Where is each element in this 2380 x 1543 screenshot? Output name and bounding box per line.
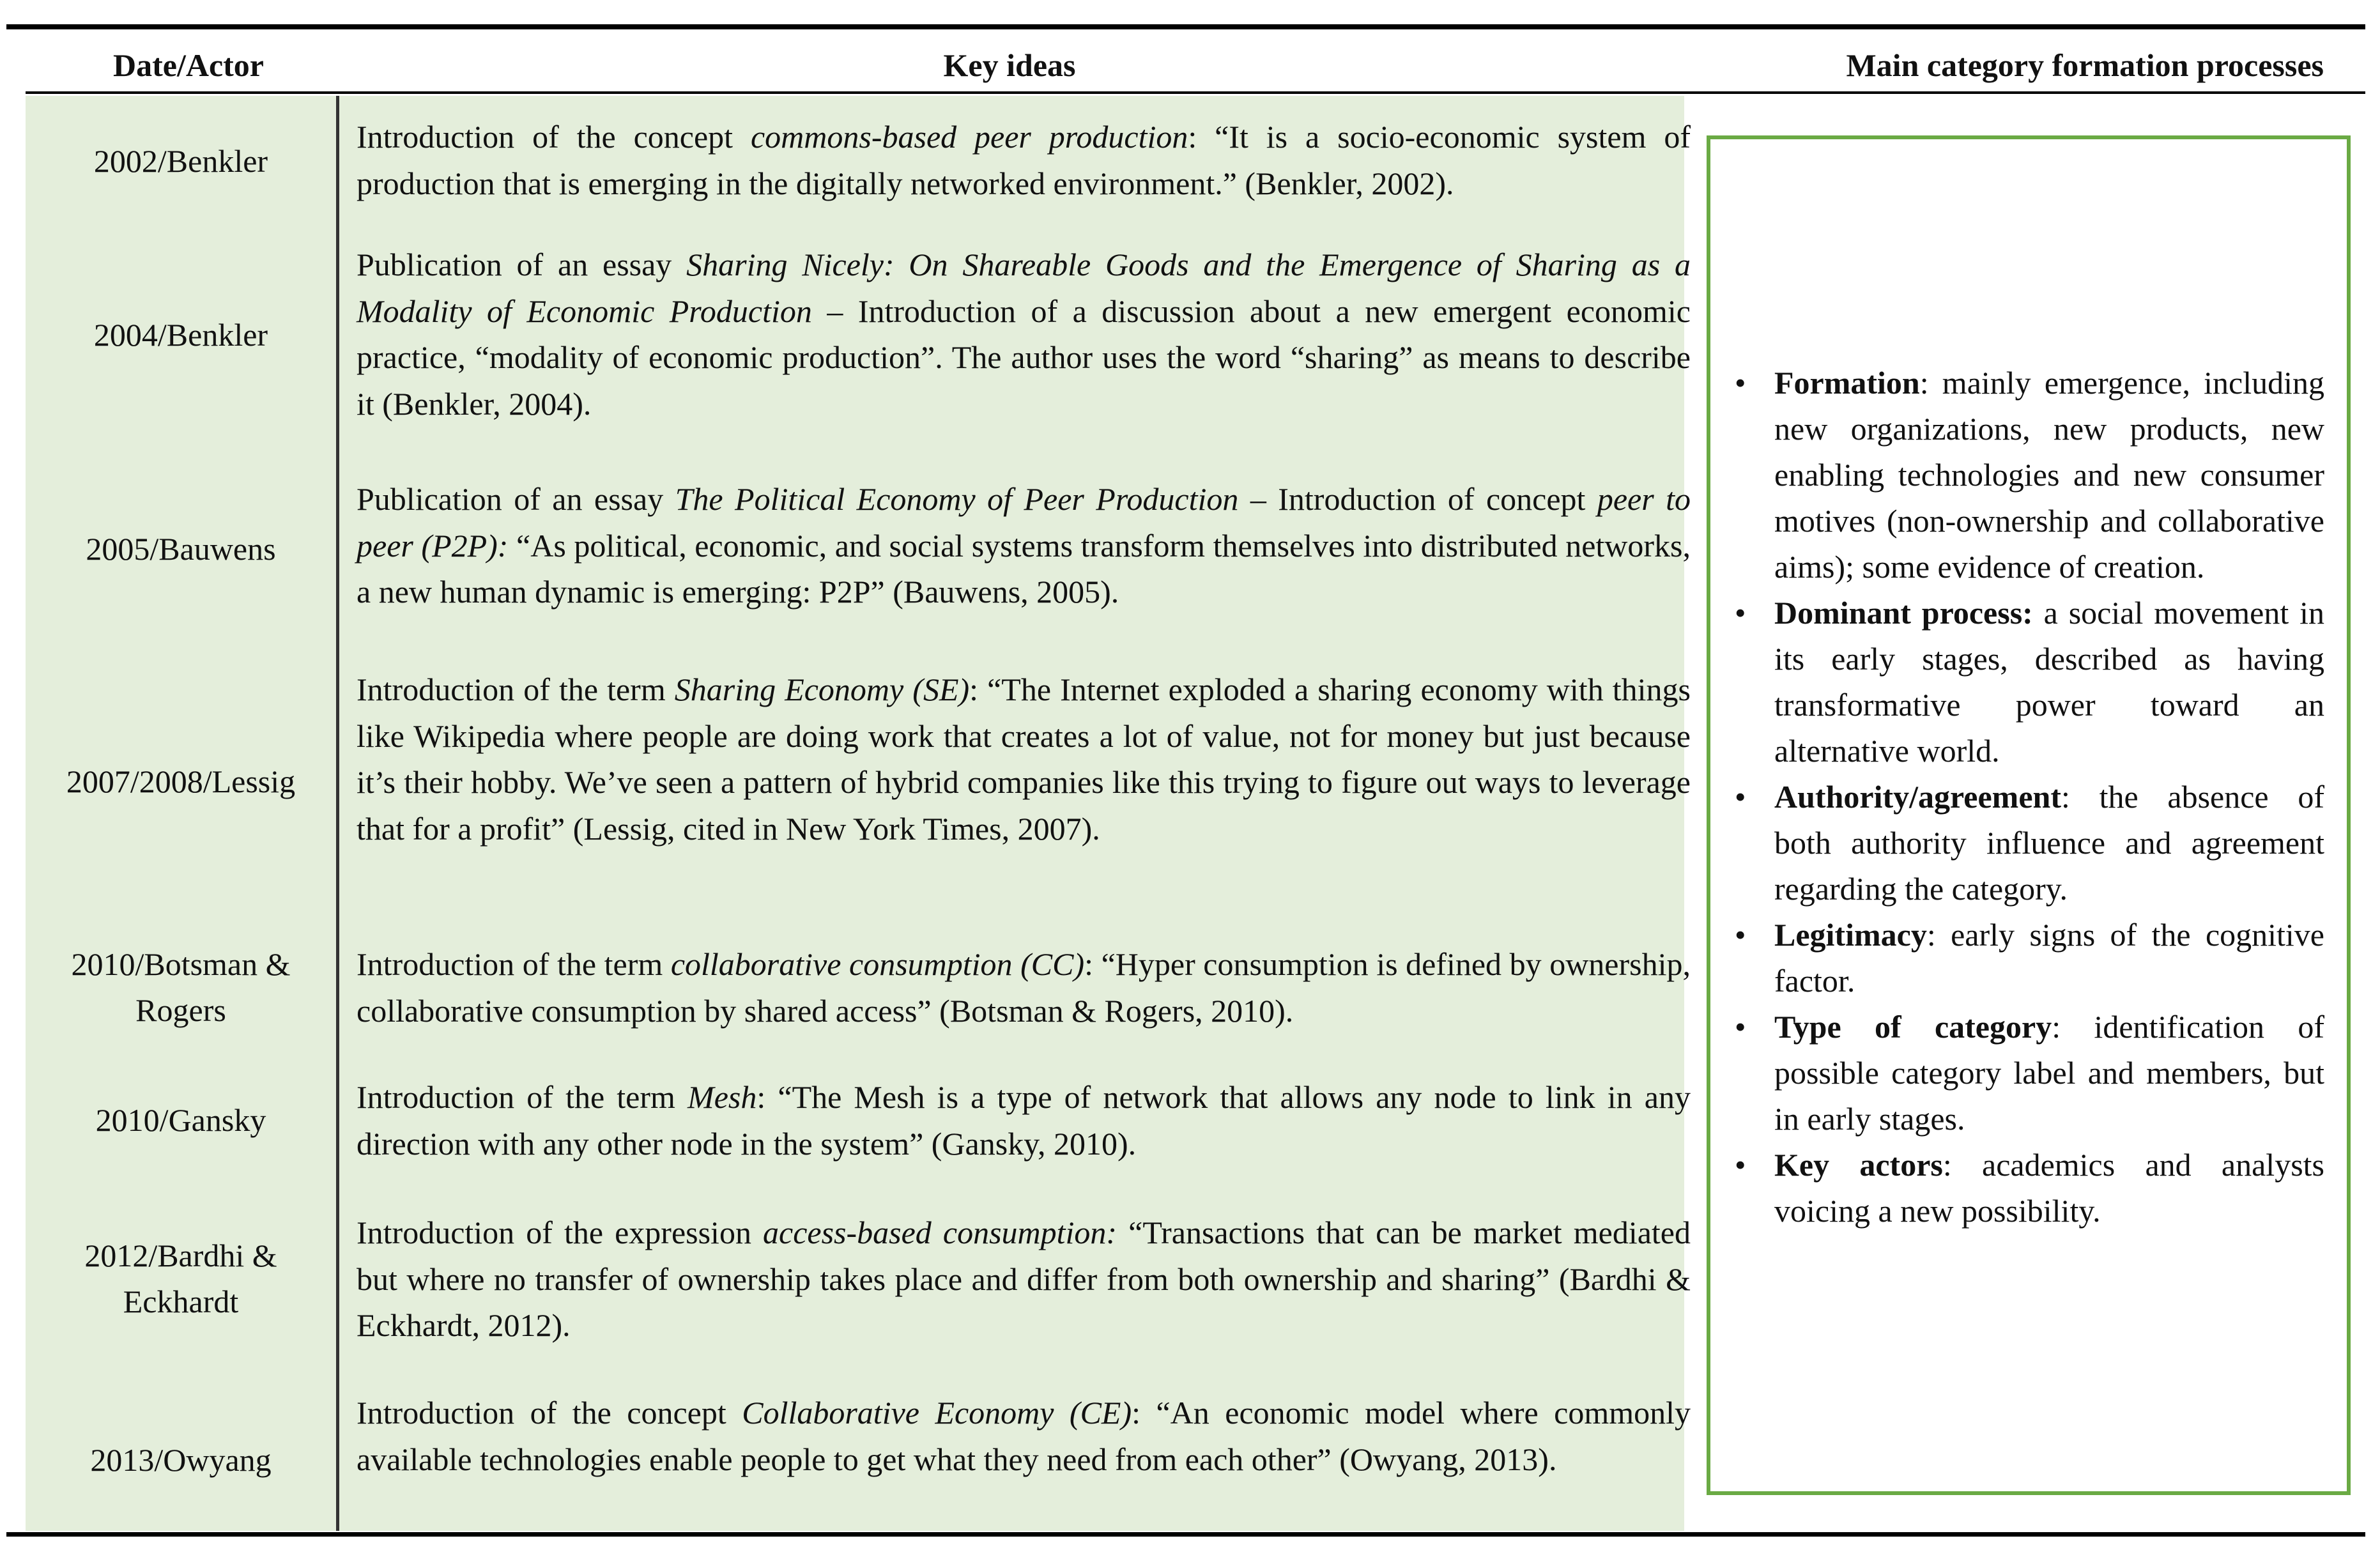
- idea-italic-term: The Political Economy of Peer Production: [675, 481, 1239, 517]
- summary-item-key-actors: [1710, 1142, 2347, 1234]
- summary-item-formation: [1710, 360, 2347, 590]
- row-idea: [357, 1390, 1691, 1482]
- summary-term: Dominant process:: [1774, 595, 2033, 631]
- idea-text: : “It is a socio-economic system of production that is emerging in the digitally networked environment.” (Benkler, 2002).: [357, 119, 1691, 201]
- row-actor: 2007/2008/Lessig: [66, 764, 296, 799]
- idea-text: Introduction of the term: [357, 1079, 688, 1115]
- row-actor: 2004/Benkler: [93, 317, 268, 353]
- summary-box: [1707, 135, 2351, 1495]
- row-idea: [357, 114, 1691, 206]
- summary-term: Key actors: [1774, 1147, 1943, 1183]
- idea-italic-term: Sharing Economy (SE): [674, 672, 970, 707]
- summary-term: Type of category: [1774, 1009, 2052, 1045]
- column-divider: [336, 96, 339, 1531]
- idea-italic-term: commons-based peer production: [750, 119, 1188, 155]
- idea-italic-term: Sharing Nicely: On Shareable Goods and the Emergence of Sharing as a Modality of Economic Production: [357, 247, 1691, 329]
- idea-text: Publication of an essay: [357, 481, 675, 517]
- idea-text: : “An economic model where commonly available technologies enable people to get what they need from each other” (Owyang, 2013).: [357, 1395, 1691, 1477]
- top-rule: [6, 24, 2365, 29]
- row-actor: 2012/Bardhi & Eckhardt: [84, 1238, 277, 1319]
- idea-text: Introduction of the expression: [357, 1215, 764, 1250]
- bottom-rule: [6, 1532, 2365, 1537]
- idea-text: : “Hyper consumption is defined by ownership, collaborative consumption by shared access” (Botsman & Rogers, 2010).: [357, 946, 1691, 1029]
- idea-text: Introduction of the term: [357, 672, 675, 707]
- idea-text: : “The Internet exploded a sharing economy with things like Wikipedia where people are doing work that creates a lot of value, not for money but just because it’s their hobby. We’ve seen a pattern of hybrid companies like this trying to figure out ways to leverage that for a profit” (Lessig, cited in New York Times, 2007).: [357, 672, 1691, 847]
- idea-text: “Transactions that can be market mediated but where no transfer of ownership takes place and differ from both ownership and sharing” (Bardhi & Eckhardt, 2012).: [357, 1215, 1691, 1343]
- idea-text: – Introduction of concept: [1238, 481, 1597, 517]
- row-idea: [357, 476, 1691, 615]
- row-actor: 2010/Botsman & Rogers: [71, 946, 291, 1028]
- summary-text: : the absence of both authority influence and agreement regarding the category.: [1774, 779, 2324, 907]
- row-actor: 2010/Gansky: [95, 1102, 266, 1138]
- summary-term: Formation: [1774, 365, 1920, 401]
- idea-text: – Introduction of a discussion about a new emergent economic practice, “modality of economic production”. The author uses the word “sharing” as means to describe it (Benkler, 2004).: [357, 293, 1691, 422]
- summary-list: [1710, 360, 2347, 1234]
- idea-text: “As political, economic, and social systems transform themselves into distributed networks, a new human dynamic is emerging: P2P” (Bauwens, 2005).: [357, 527, 1691, 610]
- idea-italic-term: collaborative consumption (CC): [670, 946, 1085, 982]
- row-idea: [357, 666, 1691, 852]
- summary-text: a social movement in its early stages, described as having transformative power toward an alternative world.: [1774, 595, 2324, 769]
- idea-text: Publication of an essay: [357, 247, 687, 282]
- summary-item-dominant-process: [1710, 590, 2347, 774]
- row-actor: 2005/Bauwens: [86, 531, 276, 567]
- row-actor: 2002/Benkler: [93, 143, 268, 179]
- header-key-ideas: Key ideas: [943, 47, 1076, 83]
- header-rule: [26, 91, 2365, 94]
- header-main-processes: Main category formation processes: [1846, 47, 2324, 83]
- summary-text: : early signs of the cognitive factor.: [1774, 917, 2324, 999]
- header-date-actor: Date/Actor: [113, 47, 264, 83]
- idea-text: Introduction of the concept: [357, 119, 751, 155]
- summary-item-authority: [1710, 774, 2347, 912]
- idea-text: Introduction of the concept: [357, 1395, 742, 1431]
- idea-italic-term: access-based consumption:: [763, 1215, 1117, 1250]
- summary-term: Authority/agreement: [1774, 779, 2061, 815]
- row-idea: [357, 242, 1691, 427]
- summary-term: Legitimacy: [1774, 917, 1927, 953]
- row-idea: [357, 1074, 1691, 1167]
- summary-text: : mainly emergence, including new organizations, new products, new enabling technologies and new consumer motives (non-ownership and collaborative aims); some evidence of creation.: [1774, 365, 2324, 585]
- summary-item-legitimacy: [1710, 912, 2347, 1004]
- row-idea: [357, 941, 1691, 1034]
- summary-text: : academics and analysts voicing a new possibility.: [1774, 1147, 2324, 1229]
- row-actor: 2013/Owyang: [90, 1442, 272, 1478]
- idea-text: Introduction of the term: [357, 946, 671, 982]
- summary-text: : identification of possible category label and members, but in early stages.: [1774, 1009, 2324, 1137]
- row-idea: [357, 1209, 1691, 1349]
- idea-italic-term: peer to peer (P2P):: [357, 481, 1691, 564]
- idea-text: : “The Mesh is a type of network that allows any node to link in any direction with any other node in the system” (Gansky, 2010).: [357, 1079, 1691, 1162]
- idea-italic-term: Mesh: [687, 1079, 757, 1115]
- idea-italic-term: Collaborative Economy (CE): [742, 1395, 1132, 1431]
- summary-item-type: [1710, 1004, 2347, 1142]
